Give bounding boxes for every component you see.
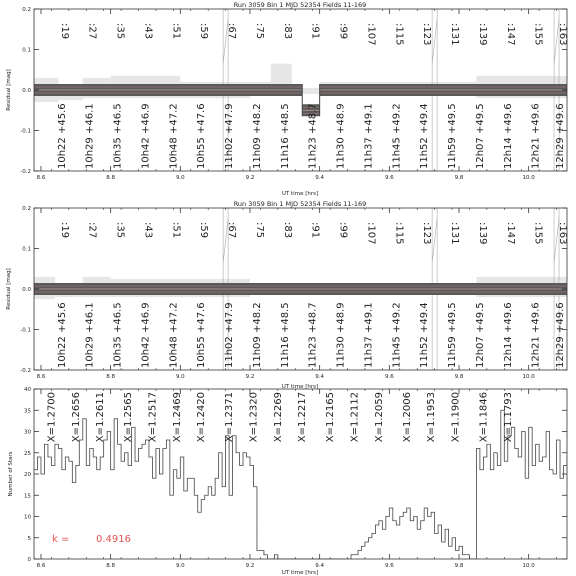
ra-dec-label: 10h35 +46.5 xyxy=(112,103,124,169)
y-tick-label: 15 xyxy=(24,493,31,500)
field-number-label: :35 xyxy=(114,23,126,40)
airmass-label: X=1.2006 xyxy=(401,392,413,443)
panel-title: Run 3059 Bin 1 MJD 52354 Fields 11-169 xyxy=(233,1,367,9)
ra-dec-label: 11h23 +48.7 xyxy=(307,302,319,368)
ra-dec-label: 11h45 +49.2 xyxy=(391,302,403,368)
airmass-label: X=1.2469 xyxy=(171,392,183,443)
ra-dec-label: 10h35 +46.5 xyxy=(112,302,124,368)
field-number-labels xyxy=(59,23,568,45)
x-tick-label: 9.6 xyxy=(384,563,394,569)
ra-dec-label: 10h29 +46.1 xyxy=(84,103,96,169)
ra-dec-label: 12h07 +49.5 xyxy=(474,103,486,169)
field-number-label: :19 xyxy=(58,222,70,239)
field-number-label: :35 xyxy=(114,222,126,239)
field-number-label: :115 xyxy=(393,23,405,46)
field-number-label: :139 xyxy=(476,23,488,46)
field-number-label: :51 xyxy=(170,23,182,40)
field-number-label: :107 xyxy=(365,222,377,245)
field-number-label: :67 xyxy=(226,23,238,40)
y-tick-label: 5 xyxy=(27,535,31,542)
field-number-label: :147 xyxy=(504,222,516,245)
ra-dec-label: 11h45 +49.2 xyxy=(391,103,403,169)
y-tick-label: 0.1 xyxy=(22,246,31,253)
ra-dec-label: 10h22 +45.6 xyxy=(56,302,68,368)
model-line xyxy=(34,283,567,295)
y-tick-label: 0 xyxy=(27,557,31,563)
y-tick-label: 10 xyxy=(24,514,31,521)
y-tick-label: 0.0 xyxy=(22,88,31,94)
ra-dec-label: 11h59 +49.5 xyxy=(447,302,459,368)
ra-dec-label: 11h30 +48.9 xyxy=(335,302,347,368)
ra-dec-label: 12h07 +49.5 xyxy=(474,302,486,368)
ra-dec-label: 11h16 +48.5 xyxy=(279,103,291,169)
field-number-label: :83 xyxy=(281,23,293,40)
field-number-label: :163 xyxy=(557,23,569,46)
x-tick-label: 9.4 xyxy=(315,374,325,380)
k-label: k = xyxy=(52,534,70,545)
x-tick-label: 9.0 xyxy=(175,175,185,181)
x-tick-label: 9.8 xyxy=(454,374,464,380)
y-axis-label: Number of Stars xyxy=(8,451,14,497)
field-number-label: :75 xyxy=(253,23,265,40)
field-number-label: :147 xyxy=(504,23,516,46)
field-number-label: :43 xyxy=(142,222,154,239)
field-number-label: :139 xyxy=(476,222,488,245)
field-number-label: :59 xyxy=(198,23,210,40)
error-bands xyxy=(34,64,567,102)
airmass-label: X=1.2165 xyxy=(325,392,337,443)
airmass-label: X=1.2217 xyxy=(297,392,309,443)
ra-dec-label: 11h37 +49.1 xyxy=(363,302,375,368)
ra-dec-label: 10h42 +46.9 xyxy=(140,302,152,368)
ra-dec-label: 12h14 +49.6 xyxy=(502,103,514,169)
y-tick-label: 30 xyxy=(24,429,31,436)
y-tick-label: 0.2 xyxy=(22,206,31,212)
ra-dec-label: 12h29 +49.6 xyxy=(555,302,567,368)
x-tick-label: 9.4 xyxy=(315,175,325,181)
airmass-label: X=1.2656 xyxy=(70,392,82,443)
x-axis-label: UT time [hrs] xyxy=(281,384,319,390)
field-number-label: :107 xyxy=(365,23,377,46)
x-tick-label: 8.8 xyxy=(106,374,116,380)
ra-dec-label: 10h29 +46.1 xyxy=(84,302,96,368)
field-number-label: :123 xyxy=(421,222,433,245)
airmass-label: X=1.2320 xyxy=(248,392,260,443)
ra-dec-label: 11h30 +48.9 xyxy=(335,103,347,169)
field-number-label: :51 xyxy=(170,222,182,239)
airmass-label: X=1.2112 xyxy=(349,392,361,443)
ra-dec-label: 11h09 +48.2 xyxy=(251,103,263,169)
field-number-label: :91 xyxy=(309,23,321,40)
x-axis-label: UT time [hrs] xyxy=(281,570,319,576)
ra-dec-label: 11h59 +49.5 xyxy=(447,103,459,169)
y-axis-label: Residual [mag] xyxy=(6,69,12,111)
airmass-labels xyxy=(46,392,513,442)
ra-dec-label: 11h37 +49.1 xyxy=(363,103,375,169)
field-number-label: :19 xyxy=(58,23,70,40)
x-tick-label: 9.0 xyxy=(175,563,185,569)
airmass-label: X=1.1900 xyxy=(450,392,462,443)
x-tick-label: 9.8 xyxy=(454,563,464,569)
ra-dec-label: 10h48 +47.2 xyxy=(168,103,180,169)
x-tick-label: 10.0 xyxy=(522,175,535,181)
field-number-label: :27 xyxy=(86,222,98,239)
x-tick-label: 8.8 xyxy=(106,175,116,181)
field-number-label: :75 xyxy=(253,222,265,239)
y-tick-label: 35 xyxy=(24,408,31,415)
y-tick-label: 25 xyxy=(24,450,31,457)
field-number-label: :163 xyxy=(557,222,569,245)
x-tick-label: 8.6 xyxy=(36,563,46,569)
ra-dec-label: 11h23 +48.7 xyxy=(307,103,319,169)
ra-dec-label: 11h16 +48.5 xyxy=(279,302,291,368)
airmass-label: X=1.2371 xyxy=(224,392,236,443)
field-number-label: :67 xyxy=(226,222,238,239)
y-tick-label: -0.1 xyxy=(20,327,31,334)
ra-dec-label: 10h48 +47.2 xyxy=(168,302,180,368)
airmass-label: X=1.2700 xyxy=(46,392,58,443)
field-number-label: :27 xyxy=(86,23,98,40)
airmass-label: X=1.2565 xyxy=(123,392,135,443)
ra-dec-label: 11h52 +49.4 xyxy=(419,103,431,169)
airmass-label: X=1.2269 xyxy=(272,392,284,443)
ra-dec-label: 10h22 +45.6 xyxy=(56,103,68,169)
ra-dec-label: 12h21 +49.6 xyxy=(530,103,542,169)
field-number-label: :155 xyxy=(532,222,544,245)
airmass-label: X=1.1846 xyxy=(478,392,490,443)
ra-dec-label: 11h02 +47.9 xyxy=(224,103,236,169)
y-tick-label: 40 xyxy=(24,387,31,393)
x-tick-label: 8.6 xyxy=(36,175,46,181)
field-number-label: :83 xyxy=(281,222,293,239)
x-axis-label: UT time [hrs] xyxy=(281,191,319,197)
field-number-label: :123 xyxy=(421,23,433,46)
airmass-label: X=1.2420 xyxy=(196,392,208,443)
field-number-label: :131 xyxy=(449,222,461,245)
ra-dec-label: 11h02 +47.9 xyxy=(224,302,236,368)
x-tick-label: 9.4 xyxy=(315,563,325,569)
y-tick-label: 0.0 xyxy=(22,287,31,293)
field-number-labels xyxy=(59,222,568,244)
residual-panel-middle xyxy=(6,200,568,390)
x-tick-label: 9.6 xyxy=(384,175,394,181)
ra-dec-labels xyxy=(57,103,566,169)
airmass-label: X=1.2059 xyxy=(373,392,385,443)
airmass-label: X=1.1953 xyxy=(426,392,438,443)
field-number-label: :91 xyxy=(309,222,321,239)
star-count-panel xyxy=(8,387,574,576)
field-number-label: :155 xyxy=(532,23,544,46)
x-tick-label: 9.2 xyxy=(245,563,255,569)
airmass-label: X=1.2517 xyxy=(147,392,159,443)
field-number-label: :115 xyxy=(393,222,405,245)
k-value: 0.4916 xyxy=(96,534,131,545)
ra-dec-label: 11h52 +49.4 xyxy=(419,302,431,368)
y-axis-label: Residual [mag] xyxy=(6,268,12,310)
y-tick-label: -0.1 xyxy=(20,128,31,135)
y-tick-label: 0.2 xyxy=(22,7,31,13)
x-tick-label: 8.6 xyxy=(36,374,46,380)
x-tick-label: 10.0 xyxy=(522,563,535,569)
field-number-label: :99 xyxy=(337,222,349,239)
x-tick-label: 9.8 xyxy=(454,175,464,181)
airmass-label: X=1.2611 xyxy=(95,392,107,443)
x-tick-label: 9.6 xyxy=(384,374,394,380)
ra-dec-label: 12h29 +49.6 xyxy=(555,103,567,169)
ra-dec-label: 10h55 +47.6 xyxy=(196,103,208,169)
residual-panel-top xyxy=(6,1,568,197)
y-tick-label: 20 xyxy=(24,472,31,478)
field-number-label: :131 xyxy=(449,23,461,46)
panel-title: Run 3059 Bin 1 MJD 52354 Fields 11-169 xyxy=(233,200,367,208)
field-number-label: :99 xyxy=(337,23,349,40)
ra-dec-label: 12h14 +49.6 xyxy=(502,302,514,368)
ra-dec-label: 12h21 +49.6 xyxy=(530,302,542,368)
y-tick-label: -0.2 xyxy=(20,368,31,374)
ra-dec-label: 10h42 +46.9 xyxy=(140,103,152,169)
x-tick-label: 10.0 xyxy=(522,374,535,380)
x-tick-label: 9.2 xyxy=(245,175,255,181)
y-tick-label: -0.2 xyxy=(20,169,31,175)
x-tick-label: 9.0 xyxy=(175,374,185,380)
y-tick-label: 0.1 xyxy=(22,47,31,54)
airmass-label: X=1.1793 xyxy=(502,392,514,443)
ra-dec-label: 10h55 +47.6 xyxy=(196,302,208,368)
x-tick-label: 8.8 xyxy=(106,563,116,569)
field-number-label: :43 xyxy=(142,23,154,40)
ra-dec-labels xyxy=(57,302,566,368)
field-number-label: :59 xyxy=(198,222,210,239)
ra-dec-label: 11h09 +48.2 xyxy=(251,302,263,368)
x-tick-label: 9.2 xyxy=(245,374,255,380)
